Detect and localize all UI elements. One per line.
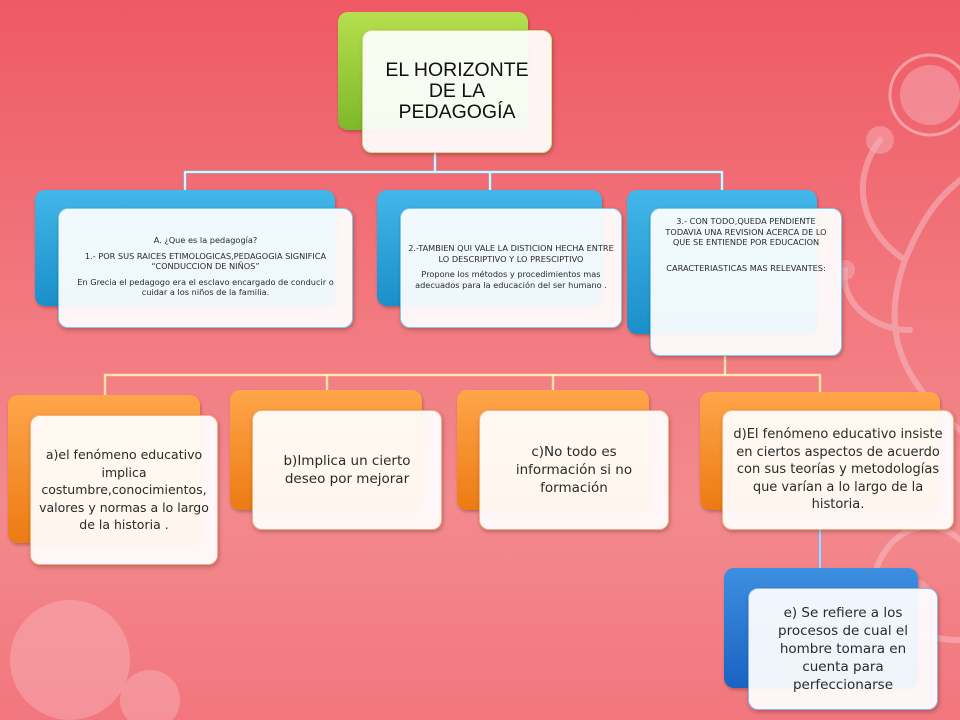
node-3[interactable]: [650, 208, 842, 356]
node-a-char[interactable]: [30, 415, 218, 565]
node-a-line-2: 1.- POR SUS RAICES ETIMOLOGICAS,PEDAGOGIA SIGNIFICA “CONDUCCION DE NIÑOS”: [84, 250, 327, 272]
node-c[interactable]: [479, 410, 669, 530]
node-e[interactable]: [748, 588, 938, 710]
node-c-text: c)No todo es información si no formación: [515, 444, 633, 496]
node-a-char-text: a)el fenómeno educativo implica costumbre,conocimientos, valores y normas a lo largo de la historia .: [39, 447, 209, 533]
node-2-line-1: 2.-TAMBIEN QUI VALE LA DISTICION HECHA ENTRE LO DESCRIPTIVO Y LO PRESCIPTIVO: [408, 243, 614, 264]
node-b-text: b)Implica un cierto deseo por mejorar: [283, 453, 411, 487]
diagram-title: EL HORIZONTE DE LA PEDAGOGÍA: [385, 59, 529, 123]
node-a[interactable]: [58, 208, 353, 328]
node-b[interactable]: [252, 410, 442, 530]
node-d[interactable]: [722, 410, 954, 530]
node-a-line-3: En Grecia el pedagogo era el esclavo encargado de conducir o cuidar a los niños de la familia.: [77, 276, 334, 298]
node-d-text: d)El fenómeno educativo insiste en ciertos aspectos de acuerdo con sus teorías y metodologías que varían a lo largo de la historia.: [733, 427, 943, 513]
node-2[interactable]: [400, 208, 622, 328]
root-node[interactable]: [362, 30, 552, 153]
node-e-text: e) Se refiere a los procesos de cual el hombre tomara en cuenta para perfeccionarse: [778, 605, 908, 693]
node-3-line-1: 3.- CON TODO,QUEDA PENDIENTE TODAVIA UNA REVISION ACERCA DE LO QUE SE ENTIENDE POR EDUCACION: [665, 216, 827, 247]
node-2-line-2: Propone los métodos y procedimientos mas adecuados para la educación del ser humano .: [415, 269, 607, 290]
node-a-line-1: A. ¿Que es la pedagogía?: [153, 235, 258, 246]
node-3-line-2: CARACTERIASTICAS MAS RELEVANTES:: [666, 262, 826, 273]
